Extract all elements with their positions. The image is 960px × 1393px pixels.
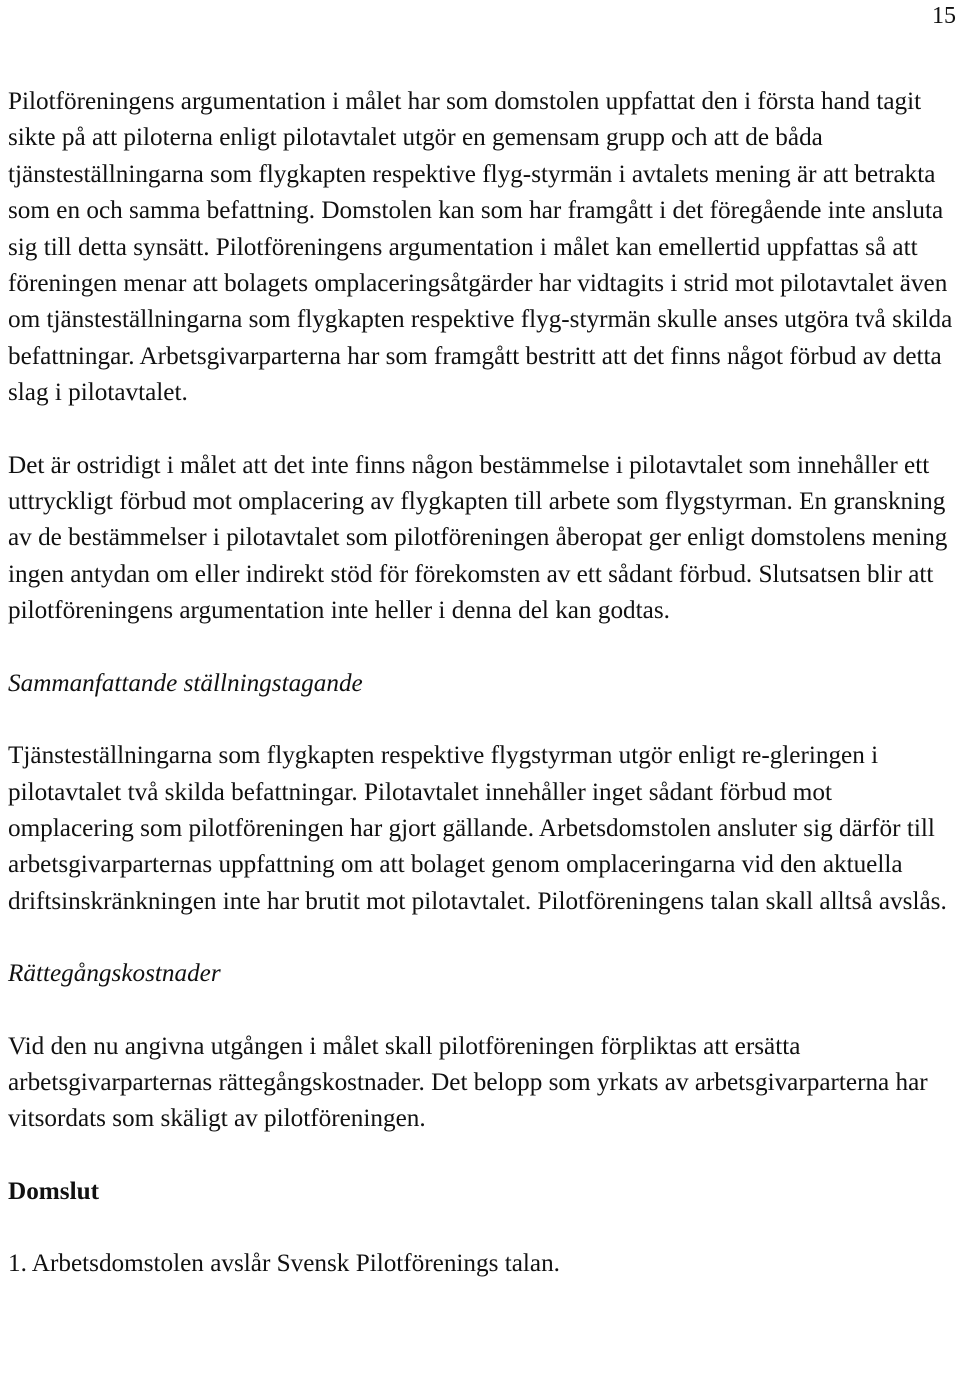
heading-domslut: Domslut <box>8 1177 99 1205</box>
paragraph-argumentation: Pilotföreningens argumentation i målet har som domstolen uppfattat den i första hand tagit sikte på att piloterna enligt pilotavtalet utgör en gemensam grupp och att de båda tjänsteställningarna som flygkapten respektive flyg-styrmän i avtalets mening är att betrakta som en och samma befattning. Domstolen kan som har framgått i det föregående inte ansluta sig till detta synsätt. Pilotföreningens argumentation i målet kan emellertid uppfattas så att föreningen menar att bolagets omplaceringsåtgärder har vidtagits i strid mot pilotavtalet även om tjänsteställningarna som flygkapten respektive flyg-styrmän skulle anses utgöra två skilda befattningar. Arbetsgivarparterna har som framgått bestritt att det finns något förbud av detta slag i pilotavtalet. <box>8 88 953 407</box>
document-body <box>8 84 953 1283</box>
page-number: 15 <box>932 3 956 29</box>
paragraph-kostnader: Vid den nu angivna utgången i målet skall pilotföreningen förpliktas att ersätta arbetsgivarparternas rättegångskostnader. Det belopp som yrkats av arbetsgivarparterna har vitsordats som skäligt av pilotföreningen. <box>8 1032 928 1133</box>
paragraph-sammanfattning: Tjänsteställningarna som flygkapten respektive flygstyrman utgör enligt re-gleringen i pilotavtalet två skilda befattningar. Pilotavtalet innehåller inget sådant förbud mot omplacering som pilotföreningen har gjort gällande. Arbetsdomstolen ansluter sig därför till arbetsgivarparternas uppfattning om att bolaget genom omplaceringarna vid den aktuella driftsinskränkningen inte har brutit mot pilotavtalet. Pilotföreningens talan skall alltså avslås. <box>8 742 947 915</box>
paragraph-ostridigt: Det är ostridigt i målet att det inte finns någon bestämmelse i pilotavtalet som innehåller ett uttryckligt förbud mot omplacering av flygkapten till arbete som flygstyrman. En granskning av de bestämmelser i pilotavtalet som pilotföreningen åberopat ger enligt domstolens mening ingen antydan om eller indirekt stöd för förekomsten av ett sådant förbud. Slutsatsen blir att pilotföreningens argumentation inte heller i denna del kan godtas. <box>8 451 948 625</box>
heading-sammanfattande: Sammanfattande ställningstagande <box>8 669 363 697</box>
paragraph-domslut-item: 1. Arbetsdomstolen avslår Svensk Pilotförenings talan. <box>8 1250 560 1278</box>
heading-rattegangskostnader: Rättegångskostnader <box>8 960 221 988</box>
